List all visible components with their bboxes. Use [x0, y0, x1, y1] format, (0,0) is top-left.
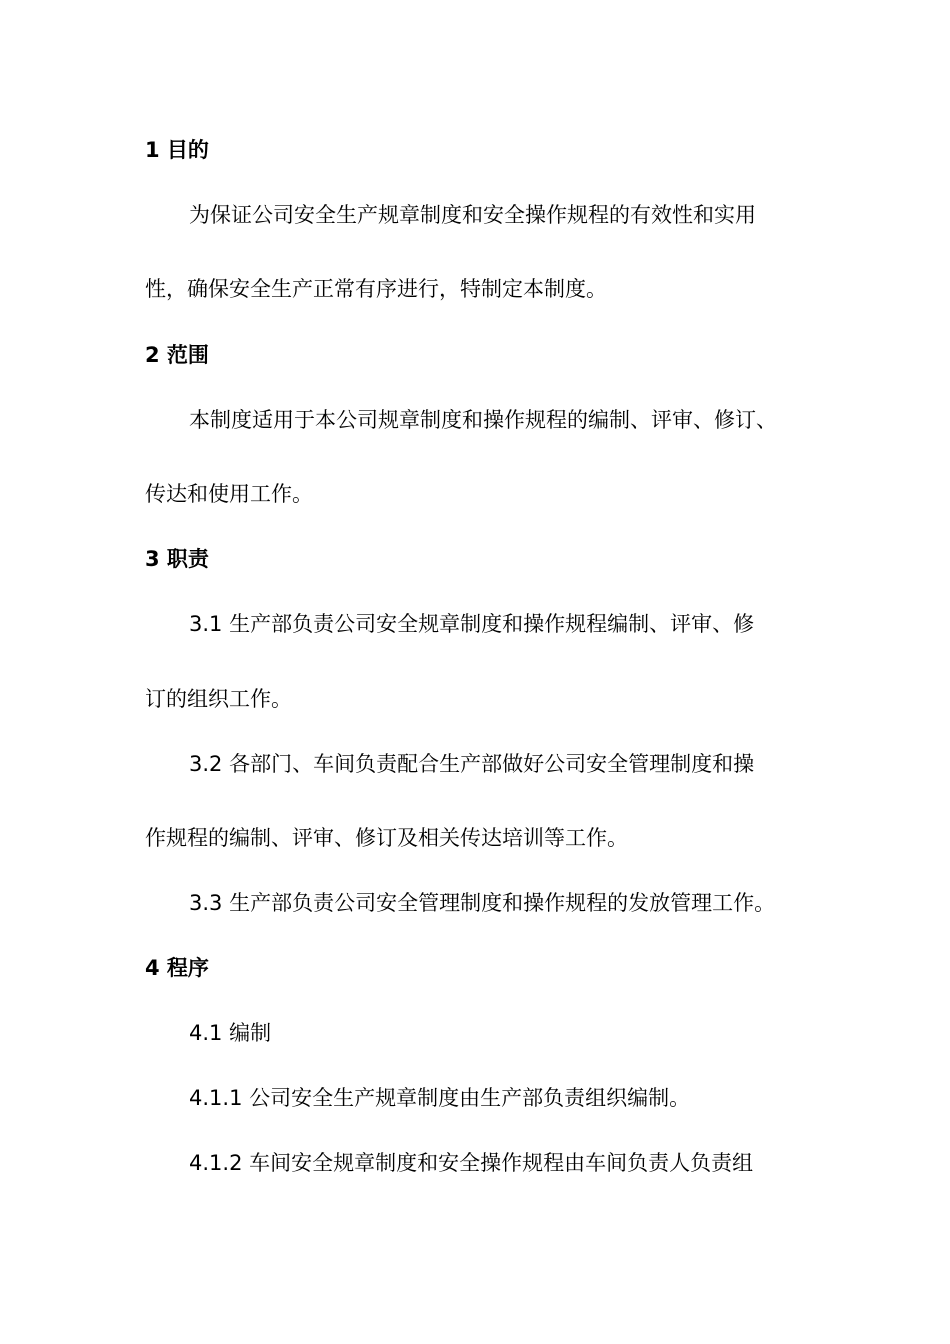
paragraph-line: 3.1 生产部负责公司安全规章制度和操作规程编制、评审、修: [189, 612, 755, 636]
section-heading-procedure: 4 程序: [145, 956, 209, 980]
paragraph-line: 4.1.2 车间安全规章制度和安全操作规程由车间负责人负责组: [189, 1151, 754, 1175]
section-heading-purpose: 1 目的: [145, 138, 209, 162]
paragraph-line: 订的组织工作。: [145, 687, 292, 711]
paragraph-line: 4.1 编制: [189, 1021, 272, 1045]
paragraph-line: 传达和使用工作。: [145, 482, 313, 506]
paragraph-line: 为保证公司安全生产规章制度和安全操作规程的有效性和实用: [189, 203, 756, 227]
section-heading-responsibilities: 3 职责: [145, 547, 209, 571]
paragraph-line: 3.2 各部门、车间负责配合生产部做好公司安全管理制度和操: [189, 752, 755, 776]
paragraph-line: 作规程的编制、评审、修订及相关传达培训等工作。: [145, 826, 628, 850]
paragraph-line: 4.1.1 公司安全生产规章制度由生产部负责组织编制。: [189, 1086, 691, 1110]
paragraph-line: 本制度适用于本公司规章制度和操作规程的编制、评审、修订、: [189, 408, 777, 432]
paragraph-line: 性，确保安全生产正常有序进行，特制定本制度。: [145, 277, 607, 301]
section-heading-scope: 2 范围: [145, 343, 209, 367]
paragraph-line: 3.3 生产部负责公司安全管理制度和操作规程的发放管理工作。: [189, 891, 776, 915]
